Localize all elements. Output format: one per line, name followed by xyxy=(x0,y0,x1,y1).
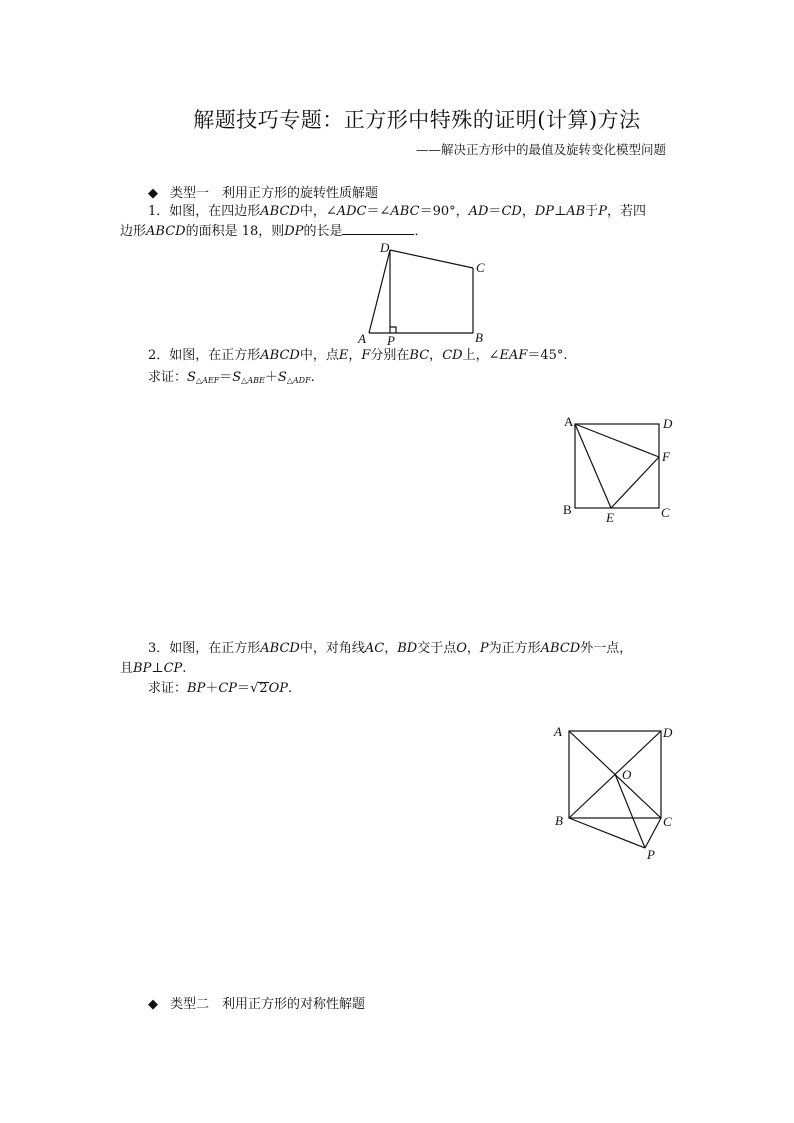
text: 且 xyxy=(120,661,134,676)
text: ， xyxy=(384,641,398,656)
text: ＋ xyxy=(264,370,278,385)
text: BD xyxy=(397,641,418,656)
text: O xyxy=(456,641,467,656)
text: ， xyxy=(466,641,480,656)
text: ⊥ xyxy=(554,204,567,219)
label-p: P xyxy=(647,847,655,862)
text: 为正方形 xyxy=(488,641,541,656)
label-d: D xyxy=(663,725,673,740)
text: 交于点 xyxy=(417,641,457,656)
text: 的面积是 18，则 xyxy=(185,224,285,239)
text: CP xyxy=(218,681,238,696)
text: CD xyxy=(442,348,463,363)
text: P xyxy=(598,204,607,219)
text: 中，对角线 xyxy=(299,641,365,656)
text: △AEF xyxy=(195,376,220,385)
text: ， xyxy=(429,348,443,363)
text: AD xyxy=(468,204,489,219)
label-f: F xyxy=(662,449,670,464)
text: DP xyxy=(284,224,304,239)
segment-dc xyxy=(390,250,473,268)
problem1-line1 xyxy=(148,202,646,221)
text: 中，∠ xyxy=(299,204,337,219)
segment-cp xyxy=(645,818,661,848)
text: . xyxy=(182,661,187,676)
text: BP xyxy=(133,661,152,676)
text: 3．如图，在正方形 xyxy=(148,641,261,656)
text: ， xyxy=(348,348,362,363)
text: S xyxy=(277,370,287,385)
section-type2 xyxy=(148,993,365,1012)
text: ABCD xyxy=(260,641,300,656)
text: AB xyxy=(566,204,586,219)
answer-blank[interactable] xyxy=(342,222,414,235)
text: F xyxy=(361,348,371,363)
text: 于 xyxy=(585,204,599,219)
text: ，若四 xyxy=(606,204,646,219)
segment-op xyxy=(615,774,645,848)
label-b: B xyxy=(475,330,483,345)
label-b: B xyxy=(563,502,572,517)
problem3-line1 xyxy=(148,639,632,658)
text: ABCD xyxy=(260,204,300,219)
text: EAF xyxy=(499,348,528,363)
text: ＝∠ xyxy=(366,204,391,219)
text: ABC xyxy=(390,204,420,219)
text: 的长是 xyxy=(303,224,343,239)
diamond-bullet-icon: ◆ xyxy=(148,186,158,201)
label-p: P xyxy=(387,333,395,348)
problem1-line2 xyxy=(120,222,427,241)
sqrt-icon: √ xyxy=(250,681,259,696)
text: ABCD xyxy=(260,348,300,363)
page-title: 解题技巧专题：正方形中特殊的证明(计算)方法 xyxy=(193,108,641,132)
page-subtitle: ——解决正方形中的最值及旋转变化模型问题 xyxy=(415,142,666,157)
text: BP xyxy=(187,681,206,696)
section-type1-label: 类型一 利用正方形的旋转性质解题 xyxy=(170,186,379,201)
text: OP xyxy=(268,681,289,696)
figure3 xyxy=(545,718,685,868)
text: S xyxy=(187,370,196,385)
text: ADC xyxy=(336,204,367,219)
label-c: C xyxy=(661,505,670,520)
text: ＋ xyxy=(205,681,219,696)
problem3-proof xyxy=(148,679,292,698)
label-a: A xyxy=(564,414,574,429)
label-a: A xyxy=(358,331,366,346)
text: △ABE xyxy=(241,376,265,385)
label-o: O xyxy=(622,767,632,782)
text: DP xyxy=(534,204,554,219)
label-e: E xyxy=(606,510,614,525)
text: 求证： xyxy=(148,370,188,385)
text: S xyxy=(232,370,242,385)
problem2-proof xyxy=(148,368,315,390)
text: 求证： xyxy=(148,681,188,696)
label-a: A xyxy=(554,724,562,739)
segment-ad xyxy=(369,250,390,333)
text: ＝ xyxy=(219,370,233,385)
text: ＝ xyxy=(237,681,251,696)
figure1 xyxy=(350,240,500,350)
text: ＝45°. xyxy=(527,348,568,363)
text: 1．如图，在四边形 xyxy=(148,204,261,219)
segment-ef xyxy=(611,457,659,508)
section-type1 xyxy=(148,182,378,201)
text: . xyxy=(288,681,293,696)
text: P xyxy=(479,641,489,656)
square-abcd xyxy=(575,424,659,508)
text: 中，点 xyxy=(299,348,339,363)
text: ABCD xyxy=(540,641,581,656)
text: 2．如图，在正方形 xyxy=(148,348,261,363)
text: ＝90°， xyxy=(419,204,469,219)
diamond-bullet-icon: ◆ xyxy=(148,997,158,1012)
text: E xyxy=(338,348,349,363)
text: ＝ xyxy=(488,204,502,219)
label-b: B xyxy=(555,813,563,828)
figure2 xyxy=(555,410,685,530)
text: CD xyxy=(501,204,522,219)
text: 分别在 xyxy=(370,348,410,363)
text: ． xyxy=(414,224,428,239)
text: △ADF xyxy=(286,376,311,385)
text: 上，∠ xyxy=(462,348,500,363)
problem3-line2 xyxy=(120,659,186,678)
section-type2-label: 类型二 利用正方形的对称性解题 xyxy=(170,997,366,1012)
problem2-line1 xyxy=(148,346,568,365)
text: BC xyxy=(409,348,430,363)
text: AC xyxy=(364,641,385,656)
text: CP xyxy=(163,661,183,676)
text: ⊥ xyxy=(151,661,164,676)
label-d: D xyxy=(663,416,673,431)
segment-bp xyxy=(569,818,645,848)
text: 边形 xyxy=(120,224,147,239)
text: ABCD xyxy=(146,224,186,239)
label-d: D xyxy=(380,240,390,255)
text: 外一点， xyxy=(580,641,633,656)
label-c: C xyxy=(476,260,485,275)
label-c: C xyxy=(663,814,672,829)
text: . xyxy=(310,370,315,385)
text: 2 xyxy=(259,681,268,696)
text: ， xyxy=(521,204,535,219)
